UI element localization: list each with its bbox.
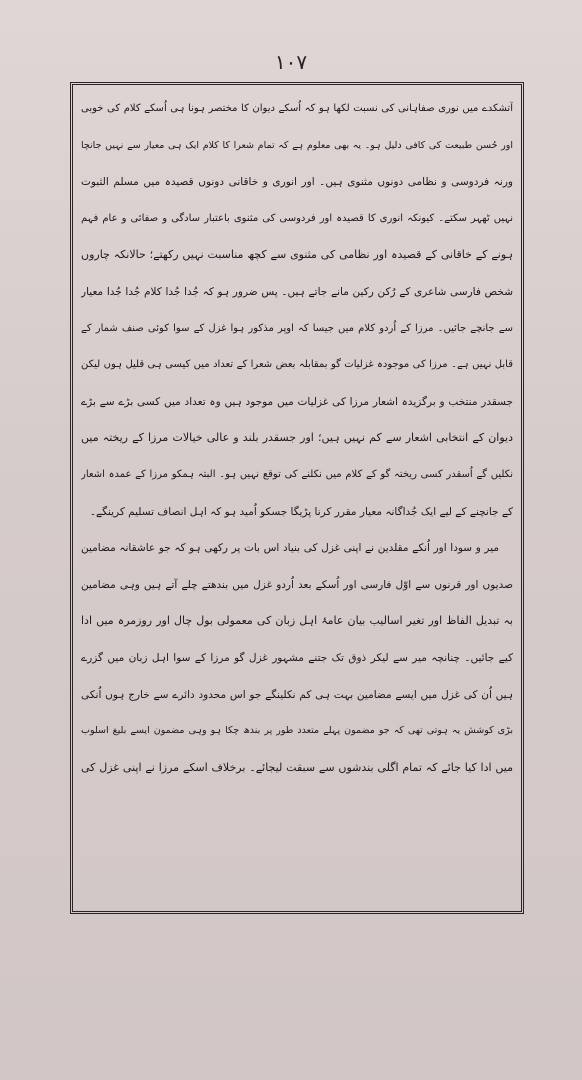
text-line: آتشکدے میں نوری صفاہانی کی نسبت لکھا ہو کہ اُسکے دیوان کا مختصر ہونا ہی اُسکے کلام کی خوبی [81, 103, 513, 114]
text-line: بڑی کوشش یہ ہوتی تھی کہ جو مضمون پہلے متعدد طور پر بندھ چکا ہو وہی مضمون ایسے بلیغ اسلوب [81, 725, 513, 737]
text-line: ہیں اُن کی غزل میں ایسے مضامین بہت ہی کم نکلینگے جو اس محدود دائرے سے خارج ہوں اُنکی [81, 688, 513, 701]
text-line: ورنہ فردوسی و نظامی دونوں مثنوی ہیں۔ اور انوری و خاقانی دونوں قصیدہ میں مسلم الثبوت [81, 176, 513, 189]
text-line: دیوان کے انتخابی اشعار سے کم نہیں ہیں؛ اور جسقدر بلند و عالی خیالات مرزا کے ریختہ میں [81, 431, 513, 445]
text-line: بہ تبدیل الفاظ اور تغیر اسالیب بیان عامۂ اہل زبان کی معمولی بول چال اور روزمرہ میں ادا [81, 614, 513, 628]
text-line: شخص فارسی شاعری کے رُکن رکین مانے جاتے ہیں۔ پس ضرور ہو کہ جُدا جُدا کلام جُدا جُدا معیار [81, 285, 513, 298]
text-line: نہیں ٹھہر سکتے۔ کیونکہ انوری کا قصیدہ اور فردوسی کی مثنوی باعتبار سادگی و صفائی و عام فہم [81, 212, 513, 224]
text-line: اور حُسن طبیعت کی کافی دلیل ہو۔ یہ بھی معلوم ہے کہ تمام شعرا کا کلام ایک ہی معیار سے نہیں جانچا [81, 139, 513, 151]
text-line: میر و سودا اور اُنکے مقلدین نے اپنی غزل کی بنیاد اس بات پر رکھی ہو کہ جو عاشقانہ مضامین [81, 542, 499, 555]
text-line: سے جانچے جائیں۔ مرزا کے اُردو کلام میں جیسا کہ اوپر مذکور ہوا غزل کے سوا کوئی صنف شمار کے [81, 322, 513, 334]
text-frame [70, 82, 524, 914]
page-number: ۱۰۷ [274, 50, 308, 74]
text-line: میں ادا کیا جائے کہ تمام اگلی بندشوں سے سبقت لیجائے۔ برخلاف اسکے مرزا نے اپنی غزل کی [81, 760, 513, 774]
text-line: ہونے کے خاقانی کے قصیدہ اور نظامی کی مثنوی سے کچھ مناسبت نہیں رکھتے؛ حالانکہ چاروں [81, 248, 513, 262]
body-text [81, 91, 513, 905]
text-line: کیے جائیں۔ چنانچہ میر سے لیکر ذوق تک جتنے مشہور غزل گو مرزا کے سوا اہل زبان میں گزرے [81, 651, 513, 664]
text-line: نکلیں گے اُسقدر کسی ریختہ گو کے کلام میں نکلنے کی توقع نہیں ہو۔ البتہ ہمکو مرزا کے عمدہ اشعار [81, 468, 513, 480]
text-line: کے جانچنے کے لیے ایک جُداگانہ معیار مقرر کرنا پڑیگا جسکو اُمید ہو کہ اہل انصاف تسلیم کرینگے۔ [89, 505, 513, 518]
text-line: قابل نہیں ہے۔ مرزا کی موجودہ غزلیات گو بمقابلہ بعض شعرا کے تعداد میں کیسی ہی قلیل ہوں لیکن [81, 359, 513, 371]
text-line: صدیوں اور قرنوں سے اوّل فارسی اور اُسکے بعد اُردو غزل میں بندھتے چلے آتے ہیں وہی مضامین [81, 578, 513, 591]
text-line: جسقدر منتخب و برگزیدہ اشعار مرزا کی غزلیات میں موجود ہیں وہ تعداد میں کسی بڑے سے بڑے [81, 395, 513, 408]
